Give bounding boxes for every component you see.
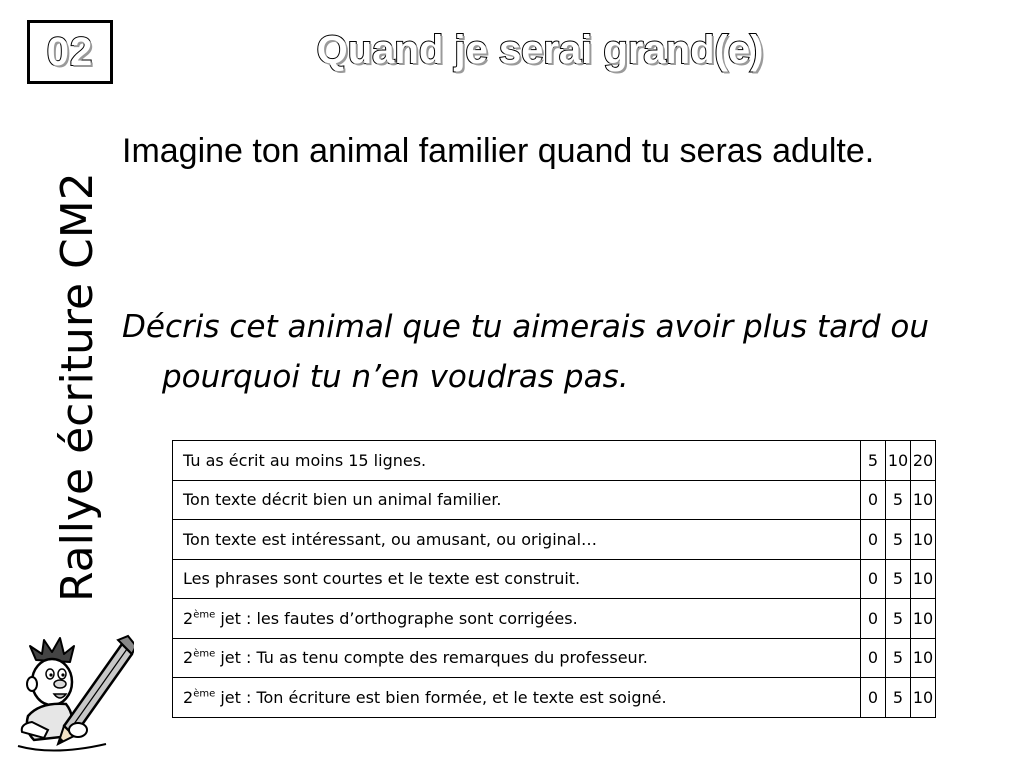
slide-number: 02 — [46, 29, 94, 74]
table-row — [173, 599, 936, 639]
score-cell: 5 — [886, 599, 911, 639]
instruction-text: Imagine ton animal familier quand tu seras adulte. — [122, 132, 875, 170]
score-cell: 0 — [861, 480, 886, 520]
score-cell: 0 — [861, 638, 886, 678]
score-cell: 5 — [886, 638, 911, 678]
criterion-label: Tu as écrit au moins 15 lignes. — [173, 441, 861, 481]
criterion-label: Les phrases sont courtes et le texte est construit. — [173, 559, 861, 599]
table-row — [173, 520, 936, 560]
score-cell: 5 — [886, 520, 911, 560]
cartoon-boy-with-pencil-icon — [14, 632, 134, 760]
side-label: Rallye écriture CM2 — [52, 172, 103, 602]
criterion-label: Ton texte décrit bien un animal familier. — [173, 480, 861, 520]
score-cell: 10 — [911, 638, 936, 678]
score-cell: 0 — [861, 599, 886, 639]
table-row — [173, 559, 936, 599]
prompt-text: Décris cet animal que tu aimerais avoir plus tard ou pourquoi tu n’en voudras pas. — [122, 309, 930, 395]
slide-number-box — [27, 20, 113, 84]
score-cell: 5 — [861, 441, 886, 481]
table-row — [173, 441, 936, 481]
score-cell: 10 — [911, 480, 936, 520]
score-cell: 10 — [911, 559, 936, 599]
table-row — [173, 638, 936, 678]
score-cell: 5 — [886, 559, 911, 599]
criterion-label: Ton texte est intéressant, ou amusant, ou original… — [173, 520, 861, 560]
criterion-label: 2ème jet : Ton écriture est bien formée, et le texte est soigné. — [173, 678, 861, 718]
criterion-label: 2ème jet : Tu as tenu compte des remarques du professeur. — [173, 638, 861, 678]
page-title: Quand je serai grand(e) — [316, 28, 764, 72]
score-cell: 5 — [886, 678, 911, 718]
score-cell: 10 — [911, 678, 936, 718]
score-cell: 0 — [861, 559, 886, 599]
table-row — [173, 480, 936, 520]
score-cell: 10 — [911, 599, 936, 639]
score-cell: 10 — [886, 441, 911, 481]
score-cell: 5 — [886, 480, 911, 520]
score-cell: 0 — [861, 678, 886, 718]
score-cell: 0 — [861, 520, 886, 560]
criterion-label: 2ème jet : les fautes d’orthographe sont corrigées. — [173, 599, 861, 639]
score-cell: 10 — [911, 520, 936, 560]
criteria-table — [172, 440, 936, 718]
table-row — [173, 678, 936, 718]
score-cell: 20 — [911, 441, 936, 481]
